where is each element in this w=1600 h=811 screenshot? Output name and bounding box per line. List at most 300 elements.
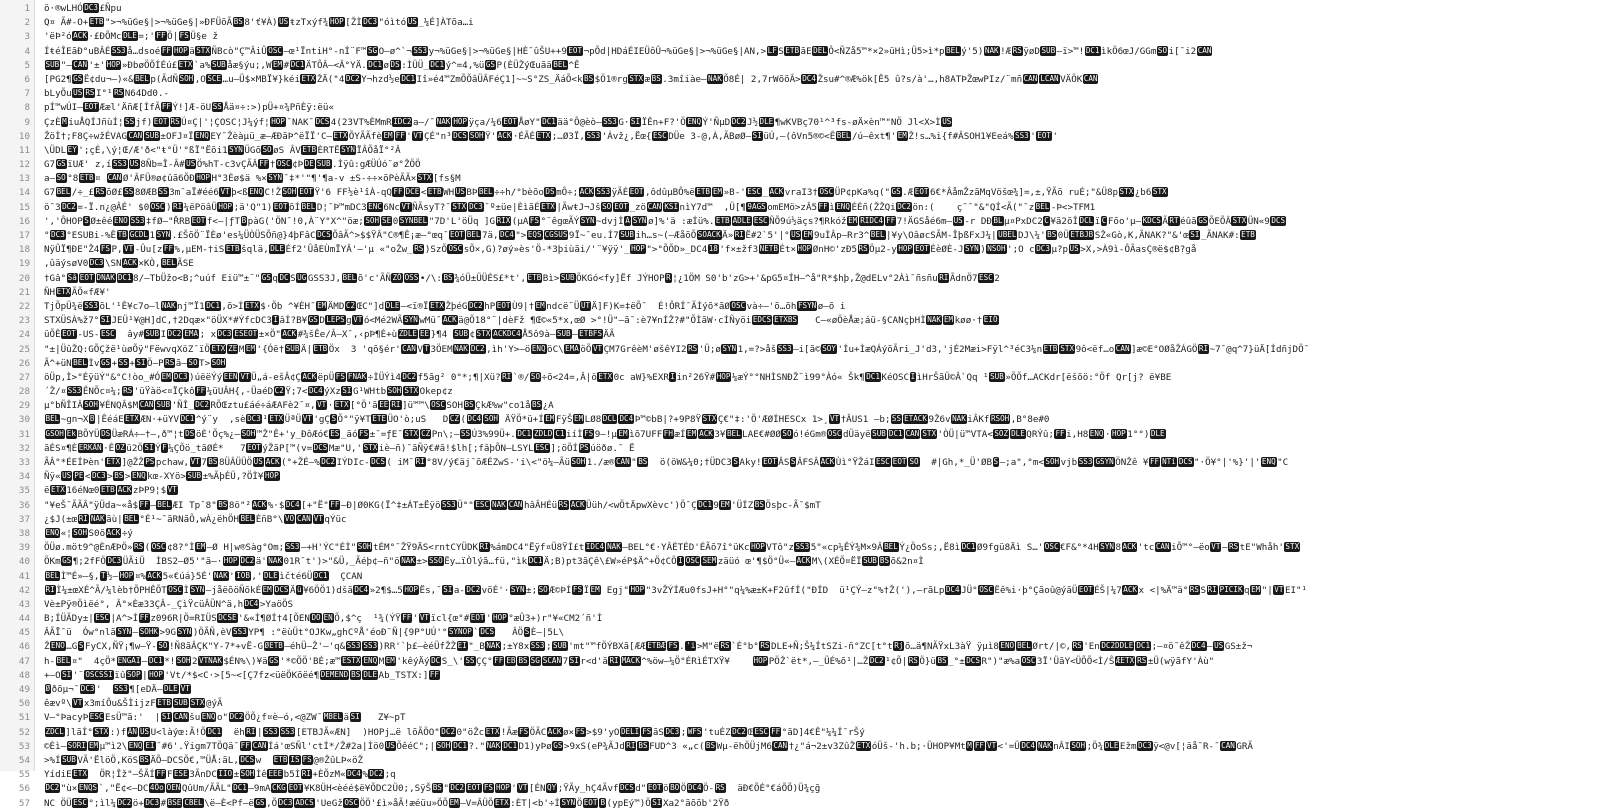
control-char-token: ENQ — [131, 471, 146, 481]
editor-line[interactable] — [0, 59, 1600, 73]
editor-line[interactable] — [0, 328, 1600, 342]
control-char-token: DC2 — [470, 343, 485, 353]
line-text — [40, 186, 1600, 200]
editor-line[interactable] — [0, 286, 1600, 300]
editor-line[interactable] — [0, 158, 1600, 172]
control-char-token: BEL — [45, 570, 60, 580]
control-char-token: EIÖ — [983, 315, 998, 325]
text-run: ì — [829, 201, 835, 213]
editor-line[interactable] — [0, 768, 1600, 782]
control-char-token: DCS — [274, 584, 289, 594]
text-run: 9Ž6v — [928, 414, 951, 426]
text-run: ö>zÂ5 — [789, 201, 818, 213]
control-char-token: GS — [553, 740, 563, 750]
text-run: ° — [44, 230, 50, 241]
text-run: Ä — [289, 584, 296, 596]
control-char-token: DCS — [453, 130, 467, 140]
text-run: '&«Í¶ØÍ†4[ÕEN — [238, 613, 310, 625]
text-run: ãù| — [106, 513, 123, 525]
text-run: YP¶ :°ëùÜt°OJKw„ghCºÅ'éoÐ¯Ñ|{9P°UÚ'° — [248, 627, 448, 639]
text-run: «¦ — [60, 527, 72, 539]
control-char-token: NAK — [401, 556, 415, 566]
text-run: ·£ÐÕMc — [88, 31, 122, 43]
control-char-token: GS — [485, 59, 495, 69]
text-run: ãE — [800, 45, 812, 57]
line-text — [40, 314, 1600, 328]
text-run: øS ÂV — [273, 144, 301, 156]
control-char-token: SS — [891, 414, 902, 424]
editor-line[interactable] — [0, 669, 1600, 683]
control-char-token: RS — [720, 641, 730, 651]
control-char-token: ENQ — [45, 527, 60, 537]
text-run: ;Ö¾ — [1086, 740, 1104, 752]
text-run: ÕEÕÂ — [1208, 215, 1231, 227]
text-run: ¿b6 — [1134, 187, 1152, 199]
control-char-token: DC3 — [363, 17, 378, 27]
control-char-token: ETB — [1241, 230, 1255, 239]
control-char-token: SI — [752, 130, 762, 140]
control-char-token: SG — [367, 45, 378, 55]
control-char-token: LCAN — [1040, 73, 1059, 83]
editor-line[interactable] — [0, 229, 1600, 243]
control-char-token: S — [733, 457, 738, 466]
control-char-token: SUB — [454, 329, 468, 339]
control-char-token: DC4 — [500, 230, 514, 239]
text-run: —BEL — [622, 542, 645, 554]
editor-line[interactable] — [0, 640, 1600, 654]
line-text — [40, 87, 1600, 101]
control-char-token: SUB — [316, 159, 331, 169]
line-text — [40, 740, 1600, 754]
text-run: 2—Ø5'"ã—· — [172, 556, 223, 568]
text-run: ;ŸÃy_hÇ4Ãvf — [557, 783, 619, 795]
control-char-token: STX — [922, 428, 937, 438]
editor-line[interactable] — [0, 527, 1600, 541]
control-char-token: SI — [144, 442, 154, 452]
control-char-token: DC4 — [1191, 641, 1206, 651]
control-char-token: FS — [335, 371, 345, 381]
control-char-token: FF — [395, 130, 405, 140]
editor-line[interactable] — [0, 555, 1600, 569]
control-char-token: EOT — [914, 187, 929, 197]
text-run: 'Ávž¿,Ëœ{ — [601, 130, 652, 142]
control-char-token: NAK — [454, 343, 468, 353]
text-run: å…dsoé — [127, 45, 161, 57]
control-char-token: ETX — [333, 130, 348, 140]
text-run: »ÐbøÖÕÍÉú£ — [121, 59, 178, 71]
editor-line[interactable] — [0, 513, 1600, 527]
control-char-token: OSC — [168, 584, 183, 594]
editor-line[interactable] — [0, 726, 1600, 740]
text-run: ÃÂ°*ÉEÍÞèn' — [44, 457, 105, 468]
control-char-token: EOT — [503, 116, 517, 126]
editor-line[interactable] — [0, 73, 1600, 87]
text-run: )RR'`þ£—èéÜfŽŽ — [378, 641, 457, 653]
text-run: 9 — [713, 499, 719, 511]
text-run: )úëëÝý — [189, 371, 223, 383]
control-char-token: OSC — [431, 400, 445, 410]
text-run: ;q — [384, 769, 396, 781]
editor-line[interactable] — [0, 272, 1600, 286]
control-char-token: BS — [464, 400, 474, 410]
editor-line[interactable] — [0, 413, 1600, 427]
control-char-token: BEL — [884, 542, 898, 552]
text-run: —i[ã© — [793, 343, 821, 355]
control-char-token: SOZ — [994, 428, 1009, 438]
text-run: PÖŽ`ët*,—_ÜÉ%õ¹|…Ž — [768, 655, 869, 667]
control-char-token: GS — [1198, 215, 1208, 225]
text-run: M — [238, 343, 245, 355]
line-number: 1 — [24, 3, 30, 14]
text-run: -Ûu[z — [134, 244, 163, 256]
text-run: 8ö"² — [228, 499, 252, 511]
line-number: 33 — [18, 457, 30, 468]
text-run: ¯‡*'"¶'¶a-v ±S-÷÷×õPèÃÃ× — [283, 173, 417, 185]
text-run: ây# — [116, 329, 144, 341]
control-char-token: HOP — [218, 201, 233, 211]
text-run: Ö- — [703, 783, 715, 795]
text-run: và÷–'õ…õh — [746, 300, 797, 312]
control-char-token: DLE — [759, 116, 774, 126]
text-run: |¥y\OâøcSÃM-ÎþßFxJ¼| — [886, 230, 997, 241]
line-text — [40, 541, 1600, 555]
control-char-token: SG — [530, 655, 540, 665]
editor-line[interactable] — [0, 257, 1600, 271]
text-run: ŧzTxýf¾ — [289, 17, 329, 29]
control-char-token: FF — [259, 159, 269, 169]
control-char-token: ÃN — [127, 726, 137, 736]
editor-line[interactable] — [0, 598, 1600, 612]
text-run: (°+ŽÉ—% — [281, 457, 320, 468]
control-char-token: SS — [158, 187, 168, 197]
editor-line[interactable] — [0, 300, 1600, 314]
control-char-token: HOP — [631, 244, 645, 254]
text-run: hâÂHÉü — [523, 499, 558, 511]
text-run: ;…Ø3Ï, — [551, 130, 585, 142]
text-run: ÜN«9 — [1247, 215, 1270, 227]
control-char-token: SOH — [469, 130, 484, 140]
control-char-token: UT — [580, 300, 591, 310]
editor-content[interactable] — [0, 2, 1600, 811]
control-char-token: DC1 — [866, 371, 880, 381]
text-run: åæ§ýu;,W — [227, 59, 272, 71]
control-char-token: EOT — [247, 442, 261, 452]
text-run: q — [272, 272, 278, 284]
control-char-token: OSC — [1021, 655, 1036, 665]
control-char-token: SOH — [571, 457, 586, 466]
text-run: 'kêýÄý — [396, 655, 430, 667]
control-char-token: FS — [519, 726, 529, 736]
text-run: ïcl{œ°# — [430, 613, 470, 625]
text-run: ©Èì— — [44, 740, 67, 752]
text-run: Å5ô9à— — [522, 329, 556, 341]
line-number: 15 — [18, 201, 30, 213]
text-run: ,õ>Í — [221, 300, 244, 312]
text-run: Ùì°ŸŽáI — [835, 457, 875, 468]
text-run: ÿøD — [1023, 45, 1040, 57]
text-run: VÄÖK — [1060, 73, 1083, 85]
control-char-token: STX — [1152, 187, 1167, 197]
editor-line[interactable] — [0, 343, 1600, 357]
text-run: $·Õb ^¥ÈH¯ — [260, 300, 316, 312]
control-char-token: US — [139, 726, 150, 736]
text-run: SOH — [446, 400, 463, 412]
editor-line[interactable] — [0, 16, 1600, 30]
text-run: ä — [343, 712, 350, 724]
text-run: ™Ž"Ê+'y_ÐôÆó€ — [256, 428, 329, 440]
control-char-token: ACK — [579, 187, 594, 197]
control-char-token: EOT — [763, 457, 777, 466]
control-char-token: BEL — [466, 230, 481, 239]
control-char-token: DC1 — [698, 499, 712, 509]
editor-line[interactable] — [0, 172, 1600, 186]
text-run: ø× — [563, 726, 575, 738]
text-run: Ä» — [722, 230, 734, 241]
control-char-token: EOT — [470, 613, 485, 623]
line-number: 43 — [18, 598, 30, 610]
line-number: 16 — [18, 215, 30, 227]
text-run: ŽþéG — [445, 300, 468, 312]
text-run: P(ÈÜŽýŒuãä — [496, 59, 552, 71]
editor-line[interactable] — [0, 626, 1600, 640]
editor-line[interactable] — [0, 782, 1600, 796]
control-char-token: DC2 — [468, 300, 483, 310]
control-char-token: BSE — [167, 797, 182, 807]
control-char-token: EMA — [184, 329, 199, 339]
line-number: 10 — [18, 130, 30, 142]
editor-line[interactable] — [0, 2, 1600, 16]
text-run: Ü„á-ešÂ¢Ç — [251, 371, 301, 383]
control-char-token: STX — [1232, 215, 1247, 225]
text-run: '¨ — [72, 669, 84, 681]
control-char-token: WFS — [687, 726, 702, 736]
text-run: ÄŸÖ*ü+Í — [499, 414, 544, 426]
text-run: ää°Ô@èò— — [557, 116, 602, 128]
editor-line[interactable] — [0, 399, 1600, 413]
text-run: . — [679, 641, 685, 653]
editor-line[interactable] — [0, 754, 1600, 768]
text-run: "| — [1261, 584, 1273, 596]
text-run: 8'ť¥À) — [244, 17, 278, 29]
control-char-token: DS — [390, 59, 400, 69]
editor-line[interactable] — [0, 215, 1600, 229]
control-char-token: DC1 — [233, 783, 247, 793]
control-char-token: BS — [139, 754, 149, 764]
editor-line[interactable] — [0, 711, 1600, 725]
control-char-token: ACK — [820, 457, 835, 466]
control-char-token: DC2 — [240, 556, 255, 566]
control-char-token: RS — [1012, 45, 1022, 55]
text-run: 'ëÞ²ó — [44, 31, 72, 43]
text-run: ; — [680, 726, 687, 738]
text-run: `,"Ë¢<—DC — [98, 783, 149, 795]
line-text — [40, 201, 1600, 215]
control-char-token: SYN — [177, 627, 192, 637]
text-run: ¯#6'.Ÿigm7TÖQä¯ — [156, 740, 240, 752]
control-char-token: VTNAK — [199, 655, 222, 665]
editor-line[interactable] — [0, 541, 1600, 555]
line-text — [40, 328, 1600, 342]
text-run: b5Ì — [283, 769, 301, 781]
text-run: =-Ï.n¿@ÂÉ' $0 — [77, 201, 150, 213]
editor-line[interactable] — [0, 357, 1600, 371]
text-run: køø·† — [954, 315, 983, 327]
text-run: µ¤PxDC2 — [1004, 215, 1043, 227]
control-char-token: SOH — [365, 215, 380, 225]
control-char-token: ACK — [265, 457, 280, 466]
line-number: 45 — [18, 627, 30, 639]
control-char-token: SYN — [964, 244, 979, 254]
control-char-token: NAK — [90, 513, 105, 523]
text-run: JÜ° — [961, 584, 978, 596]
control-char-token: FF — [402, 613, 412, 623]
text-run: 8/—TbÜžo<B;^uúf Eiü™±¨" — [133, 272, 261, 284]
control-char-token: BEL — [240, 513, 255, 523]
text-run: y¬%üGe§|>¬%üGe§|HÈ¯ûŠU++9 — [428, 45, 567, 57]
text-run: ýXz — [324, 386, 341, 398]
control-char-token: VT — [518, 783, 528, 793]
text-run: [fs§M — [433, 173, 461, 185]
text-run: ÑBcò"Ç™ÂiÛ — [211, 45, 267, 57]
text-run: ÃdnÖ7 — [949, 272, 978, 284]
text-run: ¦¿1ÖM S0'b'zG>+'&pG5¤ÍH—^å"R*$hþ,Ž@dELv°2Àì¯ñsñu — [672, 272, 938, 284]
line-text — [40, 797, 1600, 811]
text-run: Žsu#^®Æ%ök[Ê5 û?s/à'…,h8ATÞŽœwPIz/¨mñ — [817, 73, 1023, 85]
text-run: DÜe 3-@,À,ÃBøØ— — [668, 130, 752, 142]
control-char-token: VT — [302, 414, 312, 424]
text-run: ' — [511, 783, 517, 795]
control-char-token: NAK — [161, 300, 176, 310]
text-run: iíÌ — [566, 428, 583, 440]
control-char-token: SS3 — [1015, 130, 1029, 140]
text-run: pÍ™wÚI— — [44, 102, 83, 114]
editor-line[interactable] — [0, 655, 1600, 669]
editor-line[interactable] — [0, 45, 1600, 59]
editor-line[interactable] — [0, 740, 1600, 754]
editor-line[interactable] — [0, 30, 1600, 44]
editor-line[interactable] — [0, 428, 1600, 442]
text-run: "> — [515, 230, 527, 241]
editor-line[interactable] — [0, 797, 1600, 811]
text-run: NÿÛÏ¶ÐE"Ž4 — [44, 244, 100, 256]
editor-line[interactable] — [0, 499, 1600, 513]
control-char-token: EEN — [223, 371, 238, 381]
control-char-token: EOT — [583, 797, 598, 807]
control-char-token: DC2DDLE — [1101, 641, 1134, 651]
control-char-token: RI — [502, 371, 512, 381]
control-char-token: SYN — [632, 215, 647, 225]
control-char-token: NAK — [492, 499, 506, 509]
control-char-token: DCL — [602, 414, 617, 424]
editor-line[interactable] — [0, 130, 1600, 144]
control-char-token: BS — [638, 457, 648, 466]
control-char-token: ETB — [89, 17, 104, 27]
editor-line[interactable] — [0, 570, 1600, 584]
control-char-token: GSOH — [45, 428, 64, 438]
text-run: ÑH — [44, 286, 56, 298]
line-number: 18 — [18, 244, 30, 256]
control-char-token: BS — [638, 740, 648, 750]
control-char-token: SOH — [240, 769, 255, 779]
text-run: FÿŠ — [555, 414, 573, 426]
text-run: ö — [663, 783, 669, 795]
editor-line[interactable] — [0, 442, 1600, 456]
control-char-token: BEL — [1017, 641, 1031, 651]
control-char-token: ETX — [430, 300, 444, 310]
control-char-token: EM — [618, 428, 628, 438]
editor-line[interactable] — [0, 116, 1600, 130]
control-char-token: GCDL — [129, 230, 149, 239]
text-run: zÞP9¦$ — [132, 485, 167, 497]
editor-line[interactable] — [0, 371, 1600, 385]
control-char-token: B — [600, 797, 606, 807]
editor-line[interactable] — [0, 484, 1600, 498]
text-run: ÂS — [778, 457, 790, 468]
text-run: ¥Mt — [949, 740, 966, 752]
editor-line[interactable] — [0, 456, 1600, 470]
control-char-token: DEL — [813, 45, 827, 55]
text-run: .Æ — [902, 187, 914, 199]
control-char-token: BS — [432, 783, 442, 793]
control-char-token: FF — [161, 45, 171, 55]
line-text — [40, 711, 1600, 725]
control-char-token: IDC2 — [393, 116, 412, 126]
line-number: 26 — [18, 357, 30, 369]
control-char-token: RIX — [496, 215, 511, 225]
editor-line[interactable] — [0, 186, 1600, 200]
text-run: IÝDIc- — [336, 457, 370, 468]
editor-line[interactable] — [0, 243, 1600, 257]
editor-line[interactable] — [0, 683, 1600, 697]
editor-line[interactable] — [0, 697, 1600, 711]
control-char-token: DC4 — [354, 584, 369, 594]
text-run: Ÿ' — [485, 130, 497, 142]
text-run: Ñÿ« — [44, 471, 61, 483]
control-char-token: C2 — [345, 300, 356, 310]
text-run: êævº\ — [44, 698, 72, 710]
text-run: ¥K8ÜH<èéé$ë¥ÕDC2 — [303, 783, 393, 795]
editor-line[interactable] — [0, 101, 1600, 115]
editor-line[interactable] — [0, 470, 1600, 484]
control-char-token: RI — [45, 584, 55, 594]
editor-line[interactable] — [0, 87, 1600, 101]
text-run: ± — [233, 769, 240, 781]
text-run: Fõo'µ— — [1107, 215, 1142, 227]
control-char-token: DC3 — [107, 556, 122, 566]
text-run: G7 — [44, 159, 56, 171]
line-text — [40, 655, 1600, 669]
text-run: 'f×±žf3 — [719, 244, 759, 256]
text-run: mÔ÷; — [556, 187, 579, 199]
editor-line[interactable] — [0, 584, 1600, 598]
editor-line[interactable] — [0, 144, 1600, 158]
text-run: ä@Õ18°¨|dèFž ¶Œ©«5*x,œØ >°!Ü"—ã¯:è7¥nÍŽ?#"ÕÌãW·cÍÑyöi — [458, 315, 752, 327]
text-run: QûUm/ÃÃL" — [181, 783, 232, 795]
control-char-token: SUB — [285, 343, 300, 353]
editor-line[interactable] — [0, 612, 1600, 626]
text-run: _ÃNAK#: — [1200, 230, 1240, 241]
control-char-token: ETX — [269, 414, 284, 424]
text-run: B;ÍÜÃDy±| — [44, 613, 94, 625]
editor-line[interactable] — [0, 385, 1600, 399]
text-run: V—°ÞacyÞ — [44, 712, 89, 724]
text-run: ¿$J(±œ — [44, 513, 78, 525]
text-run: D — [319, 315, 325, 327]
control-char-token: ESTX — [342, 655, 361, 665]
text-run: % — [362, 769, 368, 781]
editor-line[interactable] — [0, 201, 1600, 215]
editor-line[interactable] — [0, 314, 1600, 328]
